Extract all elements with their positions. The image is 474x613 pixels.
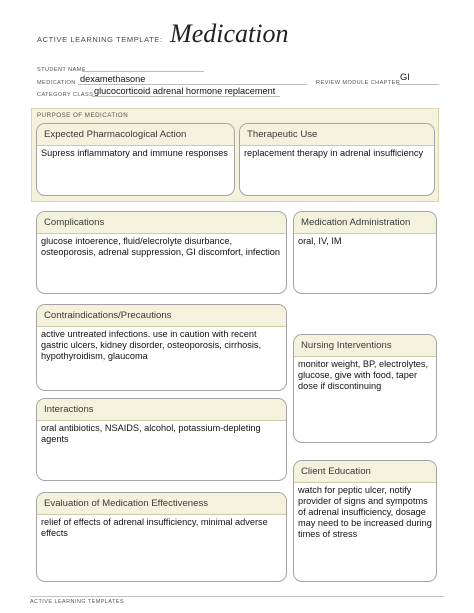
client-education-text[interactable]: watch for peptic ulcer, notify provider of signs and sympotms of adrenal insufficiency, dosage may need to be increased during times of stress <box>298 485 432 539</box>
category-class-label: CATEGORY CLASS <box>37 92 94 98</box>
review-module-field[interactable]: GI <box>400 72 410 82</box>
complications-text[interactable]: glucose intoerence, fluid/elecrolyte disurbance, osteoporosis, adrenal suppression, GI discomfort, infection <box>41 236 280 257</box>
medication-label: MEDICATION <box>37 80 76 86</box>
expected-action-heading: Expected Pharmacological Action <box>37 124 234 146</box>
therapeutic-use-text[interactable]: replacement therapy in adrenal insufficiency <box>244 148 424 158</box>
client-education-card <box>293 460 437 582</box>
contraindications-heading: Contraindications/Precautions <box>37 305 286 327</box>
administration-text[interactable]: oral, IV, IM <box>298 236 342 246</box>
complications-heading: Complications <box>37 212 286 234</box>
medication-field[interactable]: dexamethasone <box>80 74 146 84</box>
student-name-label: STUDENT NAME <box>37 67 86 73</box>
review-module-label: REVIEW MODULE CHAPTER <box>316 80 401 86</box>
complications-card <box>36 211 287 294</box>
expected-action-text[interactable]: Supress inflammatory and immune responses <box>41 148 228 158</box>
interactions-card <box>36 398 287 481</box>
nursing-interventions-card <box>293 334 437 443</box>
medication-line <box>78 84 307 85</box>
evaluation-card <box>36 492 287 582</box>
page-title: Medication <box>170 19 289 48</box>
interactions-text[interactable]: oral antibiotics, NSAIDS, alcohol, potassium-depleting agents <box>41 423 261 444</box>
footer-label: ACTIVE LEARNING TEMPLATES <box>30 599 125 605</box>
template-label: ACTIVE LEARNING TEMPLATE: <box>37 35 163 44</box>
interactions-heading: Interactions <box>37 399 286 421</box>
administration-heading: Medication Administration <box>294 212 436 234</box>
evaluation-heading: Evaluation of Medication Effectiveness <box>37 493 286 515</box>
evaluation-text[interactable]: relief of effects of adrenal insufficiency, minimal adverse effects <box>41 517 268 538</box>
contraindications-text[interactable]: active untreated infections. use in caution with recent gastric ulcers, kidney disorder, osteoporosis, cirrhosis, hypothyroidism, glaucoma <box>41 329 262 361</box>
page-header <box>37 19 288 53</box>
review-module-line <box>397 84 439 85</box>
administration-card <box>293 211 437 294</box>
footer-divider <box>30 596 444 597</box>
therapeutic-use-heading: Therapeutic Use <box>240 124 434 146</box>
purpose-title: PURPOSE OF MEDICATION <box>37 112 129 119</box>
contraindications-card <box>36 304 287 391</box>
student-name-line <box>82 71 204 72</box>
therapeutic-use-card <box>239 123 435 196</box>
client-education-heading: Client Education <box>294 461 436 483</box>
category-class-line <box>92 96 280 97</box>
nursing-interventions-heading: Nursing Interventions <box>294 335 436 357</box>
expected-action-card <box>36 123 235 196</box>
nursing-interventions-text[interactable]: monitor weight, BP, electrolytes, glucose, give with food, taper dose if discontinuing <box>298 359 429 391</box>
category-class-field[interactable]: glucocorticoid adrenal hormone replacement <box>94 86 276 96</box>
